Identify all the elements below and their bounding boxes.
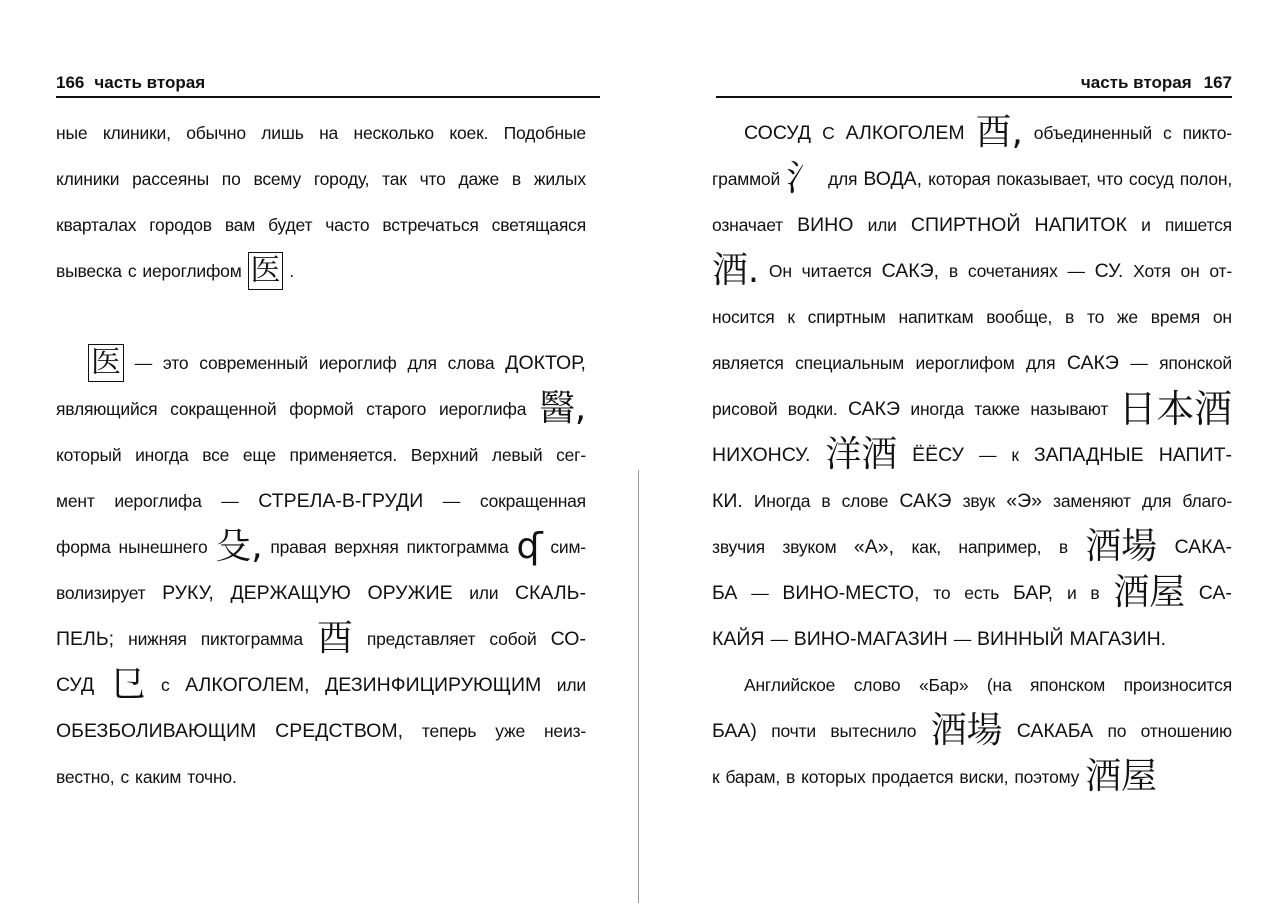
word: верхняя: [334, 537, 399, 557]
word: например,: [958, 537, 1042, 557]
word: пиктограмма: [406, 537, 509, 557]
text-line: [712, 478, 1232, 524]
text-line: [56, 754, 586, 800]
text-line: [56, 432, 586, 478]
word: продается: [871, 767, 954, 787]
word: каким: [135, 767, 182, 787]
word: пишется: [1164, 215, 1232, 235]
word: САКАБА: [1016, 720, 1094, 742]
word: полон,: [1179, 169, 1232, 189]
kanji-glyph: 医: [248, 252, 284, 290]
word: клиники: [56, 169, 120, 189]
kanji-glyph: 医: [88, 344, 124, 382]
word: Иногда: [753, 491, 811, 511]
word: в: [948, 261, 958, 281]
word: будет: [268, 215, 313, 235]
word: с: [127, 261, 137, 281]
word: читается: [801, 261, 872, 281]
word: БА: [712, 582, 738, 604]
word: то: [1086, 307, 1105, 327]
word: в: [1090, 583, 1100, 603]
text-line: [712, 616, 1232, 662]
word: —: [978, 445, 997, 465]
word: Английское: [744, 675, 836, 695]
word: неиз-: [543, 721, 586, 741]
word: СТРЕЛА-В-ГРУДИ: [258, 490, 424, 512]
text-line: [712, 570, 1232, 616]
text-line: [56, 708, 586, 754]
word: вообще,: [986, 307, 1053, 327]
word: БАА): [712, 720, 757, 742]
word: собой: [489, 629, 537, 649]
word: граммой: [712, 169, 781, 189]
word: в: [511, 169, 522, 189]
text-line: [712, 110, 1232, 156]
word: в: [1065, 307, 1075, 327]
word: в: [785, 767, 796, 787]
word: которая: [928, 169, 991, 189]
word: с: [120, 767, 130, 787]
word: по: [221, 169, 241, 189]
word: же: [1116, 307, 1138, 327]
word: сег-: [556, 445, 586, 465]
word: звуком: [782, 537, 837, 557]
text-line: [56, 248, 586, 294]
word: САКЭ: [847, 398, 900, 420]
word: к: [787, 307, 795, 327]
word: сокращенная: [479, 491, 586, 511]
word: звучия: [712, 537, 765, 557]
word: .: [289, 261, 295, 281]
word: для: [1141, 491, 1172, 511]
word: барам,: [725, 767, 780, 787]
word: клиники,: [102, 123, 171, 143]
word: «Бар»: [918, 675, 969, 695]
word: —: [1130, 353, 1148, 373]
word: специальным: [795, 353, 905, 373]
word: носится: [712, 307, 775, 327]
word: ЁЁСУ: [912, 444, 964, 466]
word: иероглифа: [114, 491, 202, 511]
word: городов: [149, 215, 212, 235]
word: —: [134, 353, 152, 373]
word: ные: [56, 123, 88, 143]
word: от-: [1209, 261, 1232, 281]
text-line: [712, 202, 1232, 248]
word: ВИНО-МЕСТО,: [782, 582, 920, 604]
word: на: [319, 123, 339, 143]
word: ВОДА,: [863, 168, 923, 190]
word: японском: [1030, 675, 1106, 695]
word: еще: [242, 445, 276, 465]
word: так: [382, 169, 407, 189]
word: или: [867, 215, 897, 235]
word: Он: [768, 261, 792, 281]
kanji-glyph: 酉,: [975, 112, 1023, 153]
word: он: [1212, 307, 1232, 327]
kanji-glyph: 酒場: [930, 710, 1003, 751]
word: или: [469, 583, 499, 603]
word: представляет: [366, 629, 476, 649]
word: напиткам: [898, 307, 974, 327]
word: слова: [447, 353, 495, 373]
word: японской: [1159, 353, 1232, 373]
text-line: [712, 662, 1232, 708]
text-line: [56, 340, 586, 386]
word: жилых: [533, 169, 586, 189]
word: иногда: [135, 445, 189, 465]
word: виски,: [959, 767, 1009, 787]
word: КИ.: [712, 490, 743, 512]
word: городу,: [313, 169, 370, 189]
word: АЛКОГОЛЕМ,: [185, 674, 310, 696]
word: САКА-: [1174, 536, 1232, 558]
word: ЗАПАДНЫЕ: [1033, 444, 1144, 466]
word: как,: [911, 537, 941, 557]
word: все: [202, 445, 230, 465]
word: даже: [458, 169, 500, 189]
word: вестно,: [56, 767, 115, 787]
word: с: [1163, 123, 1172, 143]
word: кварталах: [56, 215, 137, 235]
text-line: [56, 570, 586, 616]
word: заменяют: [1053, 491, 1131, 511]
word: современный: [199, 353, 308, 373]
running-head: часть вторая: [1080, 73, 1192, 92]
word: есть: [964, 583, 1000, 603]
word: часто: [325, 215, 370, 235]
word: вытеснило: [830, 721, 917, 741]
word: СА-: [1198, 582, 1232, 604]
word: произносится: [1123, 675, 1232, 695]
left-page-header: [56, 70, 600, 98]
word: обычно: [186, 123, 246, 143]
word: поэтому: [1014, 767, 1080, 787]
word: сочетаниях: [967, 261, 1058, 281]
word: пикто-: [1182, 123, 1232, 143]
word: с: [161, 675, 170, 695]
text-line: [56, 110, 586, 156]
word: (на: [986, 675, 1012, 695]
word: правая: [270, 537, 327, 557]
word: НИХОНСУ.: [712, 444, 811, 466]
kanji-glyph: 醫,: [538, 388, 586, 429]
kanji-glyph: 酉: [316, 618, 353, 659]
word: является: [712, 353, 784, 373]
word: теперь: [421, 721, 477, 741]
word: в: [821, 491, 831, 511]
word: светящаяся: [491, 215, 586, 235]
word: СО-: [550, 628, 586, 650]
word: «А»,: [853, 536, 894, 558]
word: НАПИТОК: [1034, 214, 1127, 236]
word: объединенный: [1033, 123, 1152, 143]
word: пиктограмма: [200, 629, 303, 649]
text-line: [56, 616, 586, 662]
word: и: [1066, 583, 1077, 603]
word: точно.: [187, 767, 237, 787]
kanji-glyph: 酒.: [712, 250, 760, 291]
word: иероглифа: [438, 399, 527, 419]
page-number: 167: [1203, 73, 1232, 92]
text-line: [712, 754, 1232, 800]
word: лишь: [261, 123, 304, 143]
word: СРЕДСТВОМ,: [275, 720, 404, 742]
word: к: [712, 767, 720, 787]
word: уже: [495, 721, 526, 741]
word: —: [442, 491, 461, 511]
word: несколько: [353, 123, 434, 143]
text-line: [712, 340, 1232, 386]
kanji-glyph: 氵: [786, 158, 822, 199]
word: —: [751, 583, 769, 603]
word: он: [1180, 261, 1200, 281]
page-gutter: [638, 470, 639, 903]
word: Подобные: [503, 123, 586, 143]
word: это: [162, 353, 189, 373]
word: означает: [712, 215, 783, 235]
word: по: [1107, 721, 1127, 741]
text-line: [56, 662, 586, 708]
text-line: [712, 386, 1232, 432]
word: водки.: [787, 399, 838, 419]
word: слове: [841, 491, 889, 511]
word: ПЕЛЬ;: [56, 628, 115, 650]
text-line: [712, 524, 1232, 570]
word: время: [1150, 307, 1201, 327]
left-page: [56, 0, 586, 903]
word: вам: [224, 215, 256, 235]
word: что: [1096, 169, 1123, 189]
word: рассеяны: [132, 169, 209, 189]
word: БАР,: [1012, 582, 1054, 604]
word: Хотя: [1133, 261, 1171, 281]
word: ОРУЖИЕ: [367, 582, 453, 604]
word: мент: [56, 491, 95, 511]
text-line: [56, 156, 586, 202]
word: или: [556, 675, 586, 695]
word: САКЭ: [1066, 352, 1119, 374]
word: ДЕЗИНФИЦИРУЮЩИМ: [325, 674, 542, 696]
word: сим-: [550, 537, 586, 557]
word: ДОКТОР,: [505, 352, 586, 374]
word: и: [1141, 215, 1151, 235]
word: для: [827, 169, 858, 189]
text-line: [56, 386, 586, 432]
word: СОСУД: [744, 122, 811, 144]
kanji-glyph: 㔾: [109, 664, 146, 705]
kanji-glyph: 洋酒: [825, 434, 898, 475]
word: МАГАЗИН.: [1069, 628, 1167, 650]
word: —: [1067, 261, 1085, 281]
word: встречаться: [382, 215, 479, 235]
text-line: [712, 708, 1232, 754]
word: старого: [366, 399, 427, 419]
kanji-glyph: 酒場: [1085, 526, 1157, 567]
kanji-glyph: 酒屋: [1113, 572, 1185, 613]
word: СУД: [56, 674, 95, 696]
word: СКАЛЬ-: [514, 582, 586, 604]
word: называют: [1030, 399, 1109, 419]
word: в: [1058, 537, 1068, 557]
word: АЛКОГОЛЕМ: [845, 122, 965, 144]
kanji-glyph: 日本酒: [1118, 387, 1232, 431]
word: который: [56, 445, 122, 465]
word: форма: [56, 537, 111, 557]
word: показывает,: [996, 169, 1091, 189]
text-line: [712, 248, 1232, 294]
word: НАПИТ-: [1158, 444, 1232, 466]
word: спиртным: [807, 307, 886, 327]
word: —: [770, 629, 788, 649]
word: ДЕРЖАЩУЮ: [230, 582, 351, 604]
word: иероглиф: [318, 353, 397, 373]
word: КАЙЯ: [712, 628, 765, 650]
text-line: [56, 524, 586, 570]
right-page: [712, 0, 1232, 903]
word: для: [407, 353, 437, 373]
text-line: [712, 156, 1232, 202]
word: нижняя: [128, 629, 187, 649]
word: также: [974, 399, 1020, 419]
word: С: [822, 123, 835, 143]
text-line: [56, 294, 586, 340]
word: формой: [289, 399, 354, 419]
text-line: [712, 432, 1232, 478]
right-page-header: [716, 70, 1232, 98]
word: являющийся: [56, 399, 158, 419]
word: применяется.: [289, 445, 398, 465]
text-line: [56, 478, 586, 524]
word: слово: [853, 675, 901, 695]
text-line: [56, 202, 586, 248]
word: нынешнего: [118, 537, 208, 557]
word: ВИНО: [797, 214, 854, 236]
word: волизирует: [56, 583, 146, 603]
word: сосуд: [1128, 169, 1174, 189]
word: Верхний: [410, 445, 479, 465]
word: для: [1026, 353, 1056, 373]
word: благо-: [1182, 491, 1232, 511]
word: к: [1011, 445, 1019, 465]
running-head: часть вторая: [94, 73, 206, 92]
word: СПИРТНОЙ: [910, 214, 1021, 236]
word: что: [419, 169, 446, 189]
word: иероглифом: [142, 261, 242, 281]
word: РУКУ,: [162, 582, 214, 604]
word: —: [953, 629, 972, 649]
word: ВИННЫЙ: [977, 628, 1064, 650]
word: отношению: [1140, 721, 1232, 741]
word: САКЭ,: [881, 260, 940, 282]
word: вывеска: [56, 261, 122, 281]
word: иероглифом: [915, 353, 1015, 373]
word: коек.: [449, 123, 489, 143]
text-line: [712, 294, 1232, 340]
word: САКЭ: [899, 490, 952, 512]
kanji-glyph: 殳,: [215, 526, 263, 567]
word: рисовой: [712, 399, 778, 419]
kanji-glyph: ʠ: [516, 526, 543, 567]
word: СУ.: [1094, 260, 1124, 282]
kanji-glyph: 酒屋: [1085, 756, 1157, 797]
word: сокращенной: [170, 399, 277, 419]
word: ВИНО-МАГАЗИН: [793, 628, 948, 650]
word: звук: [962, 491, 996, 511]
word: почти: [771, 721, 816, 741]
word: левый: [491, 445, 543, 465]
word: всему: [253, 169, 301, 189]
word: «Э»: [1006, 490, 1042, 512]
word: которых: [801, 767, 866, 787]
word: —: [221, 491, 239, 511]
word: иногда: [910, 399, 964, 419]
page-number: 166: [56, 73, 85, 92]
word: ОБЕЗБОЛИВАЮЩИМ: [56, 720, 257, 742]
word: то: [933, 583, 951, 603]
